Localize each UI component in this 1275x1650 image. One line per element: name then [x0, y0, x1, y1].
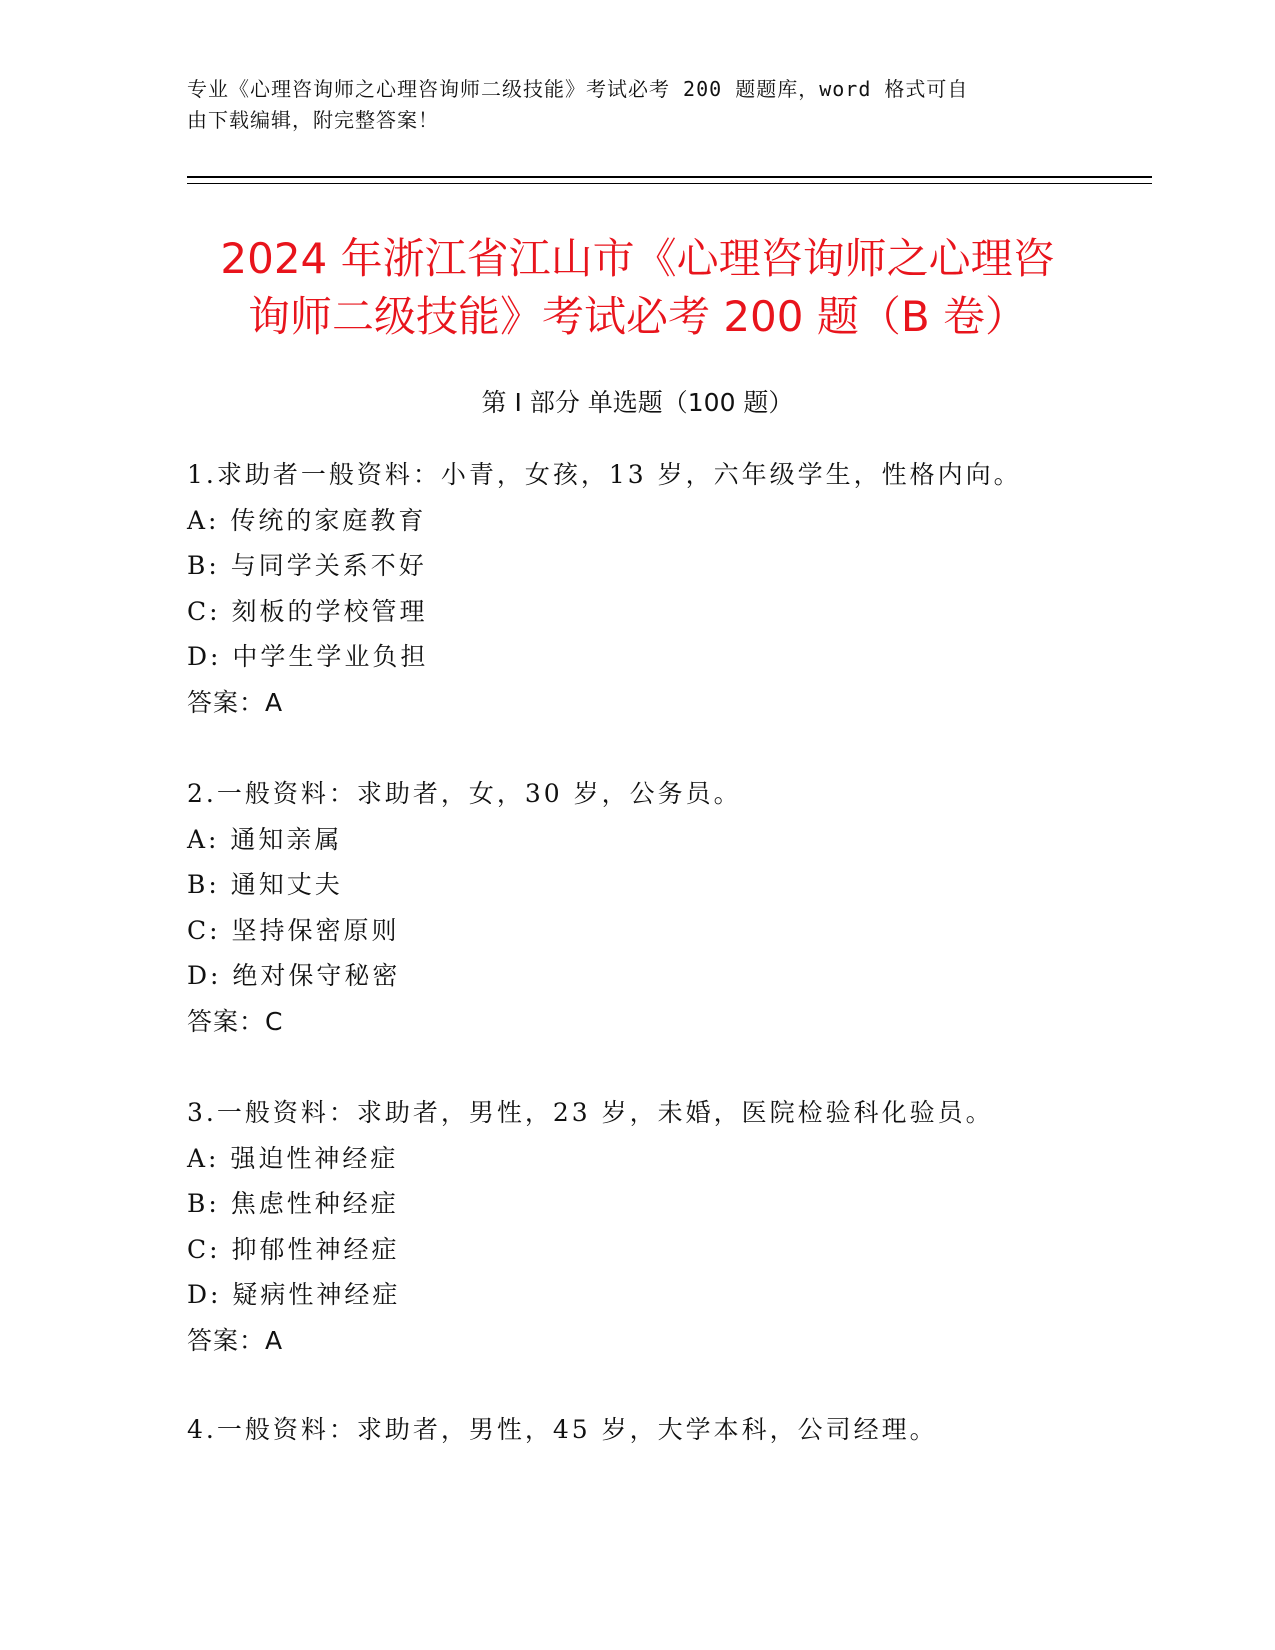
- option-c: C: 坚持保密原则: [187, 915, 400, 945]
- option-d: D: 疑病性神经症: [187, 1280, 401, 1309]
- option-c: C: 刻板的学校管理: [187, 596, 428, 626]
- question-2: [187, 771, 1087, 1044]
- answer-text: 答案：A: [187, 687, 284, 717]
- option-a: A: 通知亲属: [187, 824, 343, 854]
- intro-line-1: 专业《心理咨询师之心理咨询师二级技能》考试必考 200 题题库，word 格式可自: [187, 77, 969, 101]
- answer-text: 答案：A: [187, 1325, 284, 1355]
- question-4: [187, 1407, 1087, 1453]
- page-title: [150, 230, 1125, 346]
- title-line-2: 询师二级技能》考试必考 200 题（B 卷）: [247, 292, 1028, 341]
- option-c: C: 抑郁性神经症: [187, 1234, 400, 1264]
- intro-line-2: 由下载编辑，附完整答案！: [187, 108, 439, 132]
- option-a: A: 传统的家庭教育: [187, 505, 427, 535]
- option-b: B: 通知丈夫: [187, 870, 343, 899]
- section-heading: 第 I 部分 单选题（100 题）: [481, 388, 794, 417]
- option-b: B: 与同学关系不好: [187, 551, 427, 580]
- header-divider-thick: [187, 176, 1152, 178]
- answer-text: 答案：C: [187, 1006, 284, 1036]
- question-1: [187, 452, 1087, 725]
- question-stem: 4.一般资料：求助者，男性，45 岁，大学本科，公司经理。: [187, 1415, 938, 1444]
- intro-text: [187, 74, 1067, 136]
- header-divider-thin: [187, 183, 1152, 184]
- question-stem: 3.一般资料：求助者，男性，23 岁，未婚，医院检验科化验员。: [187, 1098, 994, 1127]
- question-stem: 2.一般资料：求助者，女，30 岁，公务员。: [187, 779, 742, 808]
- option-b: B: 焦虑性种经症: [187, 1189, 399, 1218]
- question-3: [187, 1090, 1087, 1363]
- title-line-1: 2024 年浙江省江山市《心理咨询师之心理咨: [220, 234, 1055, 283]
- option-a: A: 强迫性神经症: [187, 1143, 399, 1173]
- option-d: D: 绝对保守秘密: [187, 961, 401, 990]
- option-d: D: 中学生学业负担: [187, 642, 429, 671]
- question-stem: 1.求助者一般资料：小青，女孩，13 岁，六年级学生，性格内向。: [187, 460, 1022, 489]
